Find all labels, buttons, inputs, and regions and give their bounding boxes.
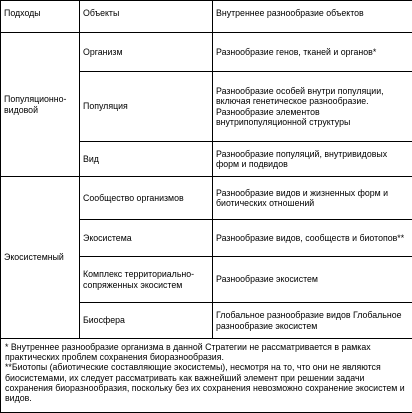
footnote-biotopes: **Биотопы (абиотические составляющие экосистемы), несмотря на то, что они не являются биосистемами, их следует рассматривать как важнейший элемент при решении задачи сохранения биоразнообразия, поскольку без их сохранения невозможно сохранение экосистем и видов.: [5, 362, 409, 403]
object-cell: Популяция: [80, 72, 213, 142]
footnotes-cell: [1, 339, 412, 413]
object-cell: Организм: [80, 33, 213, 72]
header-diversity: Внутреннее разнообразие объектов: [213, 1, 412, 33]
diversity-cell: Разнообразие популяций, внутривидовых форм и подвидов: [213, 142, 412, 177]
diversity-cell: Разнообразие генов, тканей и органов*: [213, 33, 412, 72]
footnotes-row: [1, 339, 412, 413]
object-cell: Вид: [80, 142, 213, 177]
header-approaches: Подходы: [1, 1, 80, 33]
table-row: [1, 33, 412, 72]
object-cell: Сообщество организмов: [80, 177, 213, 220]
diversity-cell: Разнообразие видов и жизненных форм и биотических отношений: [213, 177, 412, 220]
table-row: [1, 177, 412, 220]
approach-cell: Популяционно-видовой: [1, 33, 80, 177]
diversity-cell: Глобальное разнообразие видов Глобальное разнообразие экосистем: [213, 303, 412, 339]
object-cell: Экосистема: [80, 220, 213, 257]
object-cell: Биосфера: [80, 303, 213, 339]
object-cell: Комплекс территориально-сопряженных экосистем: [80, 257, 213, 303]
approach-cell: Экосистемный: [1, 177, 80, 339]
diversity-cell: Разнообразие особей внутри популяции, включая генетическое разнообразие. Разнообразие элементов внутрипопуляционной структуры: [213, 72, 412, 142]
diversity-cell: Разнообразие видов, сообществ и биотопов**: [213, 220, 412, 257]
footnote-organism: * Внутреннее разнообразие организма в данной Стратегии не рассматривается в рамках практических проблем сохранения биоразнообразия.: [5, 342, 409, 362]
table-header-row: [1, 1, 412, 33]
diversity-cell: Разнообразие экосистем: [213, 257, 412, 303]
header-objects: Объекты: [80, 1, 213, 33]
